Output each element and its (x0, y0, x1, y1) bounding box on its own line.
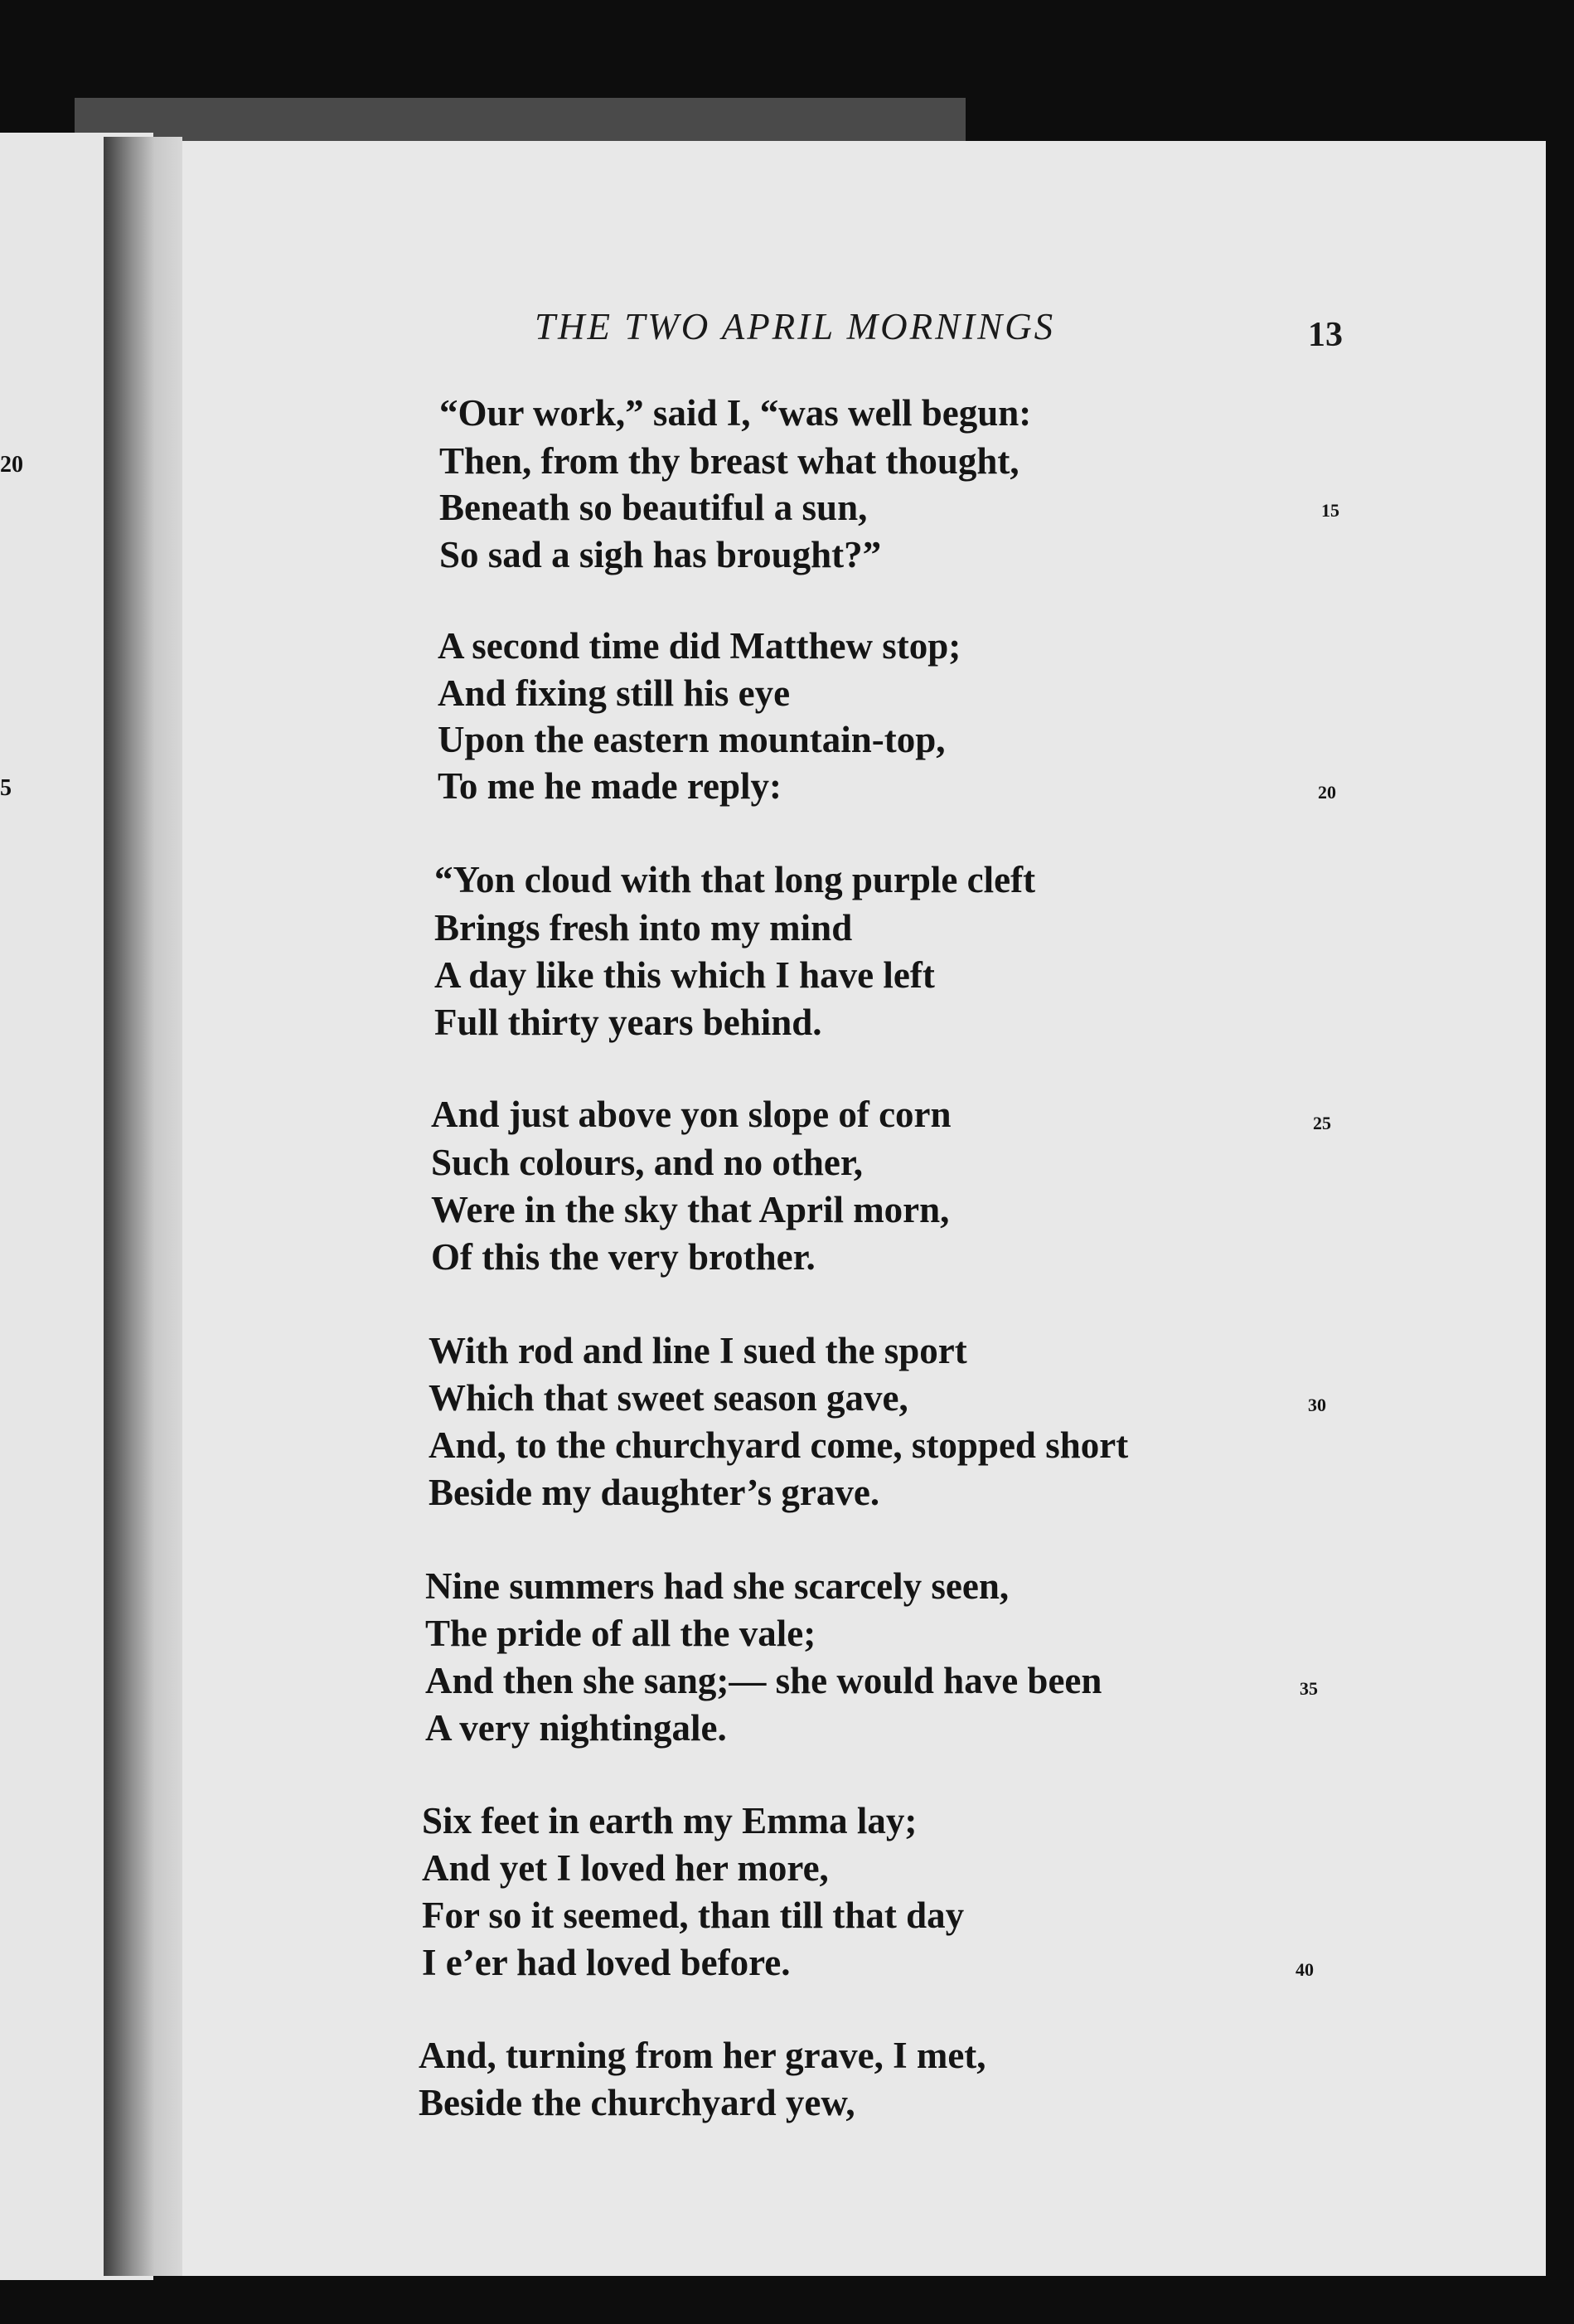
poem-line: A second time did Matthew stop; (438, 625, 961, 667)
poem-line: Were in the sky that April morn, (431, 1189, 950, 1230)
line-number: 30 (1308, 1395, 1326, 1415)
poem-line: Which that sweet season gave, (429, 1377, 908, 1419)
poem-line: The pride of all the vale; (425, 1613, 816, 1654)
poem-line: And then she sang;— she would have been (425, 1660, 1102, 1701)
poem-line: And fixing still his eye (438, 672, 791, 714)
line-number: 35 (1300, 1678, 1318, 1699)
poem-line: Beside the churchyard yew, (419, 2082, 855, 2123)
line-number: 40 (1296, 1959, 1314, 1980)
poem-line: Of this the very brother. (431, 1236, 816, 1278)
poem-line: Upon the eastern mountain-top, (438, 719, 946, 760)
poem-line: To me he made reply: (438, 765, 782, 807)
poem-line: Then, from thy breast what thought, (439, 440, 1019, 482)
poem-line: “Yon cloud with that long purple cleft (434, 859, 1036, 900)
poem-line: And, turning from her grave, I met, (419, 2035, 986, 2076)
page-number: 13 (1308, 316, 1343, 354)
poem-line: Full thirty years behind. (434, 1002, 822, 1043)
running-head: THE TWO APRIL MORNINGS (535, 306, 1056, 347)
poem-line: And yet I loved her more, (422, 1847, 829, 1889)
left-page-line-number: 5 (0, 775, 12, 801)
left-page-line-number: 20 (0, 452, 23, 478)
poem-line: For so it seemed, than till that day (422, 1895, 965, 1936)
poem-line: Brings fresh into my mind (434, 907, 853, 949)
poem-line: And, to the churchyard come, stopped short (429, 1424, 1129, 1466)
line-number: 20 (1318, 782, 1336, 803)
poem-line: I e’er had loved before. (422, 1942, 791, 1983)
poem-line: A day like this which I have left (434, 954, 935, 996)
scan-top-edge (75, 98, 966, 141)
poem-line: Such colours, and no other, (431, 1142, 863, 1183)
page-gutter (104, 137, 182, 2276)
poem-line: With rod and line I sued the sport (429, 1330, 967, 1371)
poem-line: Six feet in earth my Emma lay; (422, 1800, 918, 1841)
poem-line: And just above yon slope of corn (431, 1094, 952, 1135)
poem-line: Nine summers had she scarcely seen, (425, 1565, 1010, 1607)
poem-line: Beneath so beautiful a sun, (439, 487, 868, 528)
poem-line: So sad a sigh has brought?” (439, 534, 882, 575)
line-number: 15 (1321, 500, 1339, 521)
poem-line: “Our work,” said I, “was well begun: (439, 392, 1032, 434)
line-number: 25 (1313, 1113, 1331, 1133)
poem-line: Beside my daughter’s grave. (429, 1472, 880, 1513)
poem-line: A very nightingale. (425, 1707, 727, 1749)
